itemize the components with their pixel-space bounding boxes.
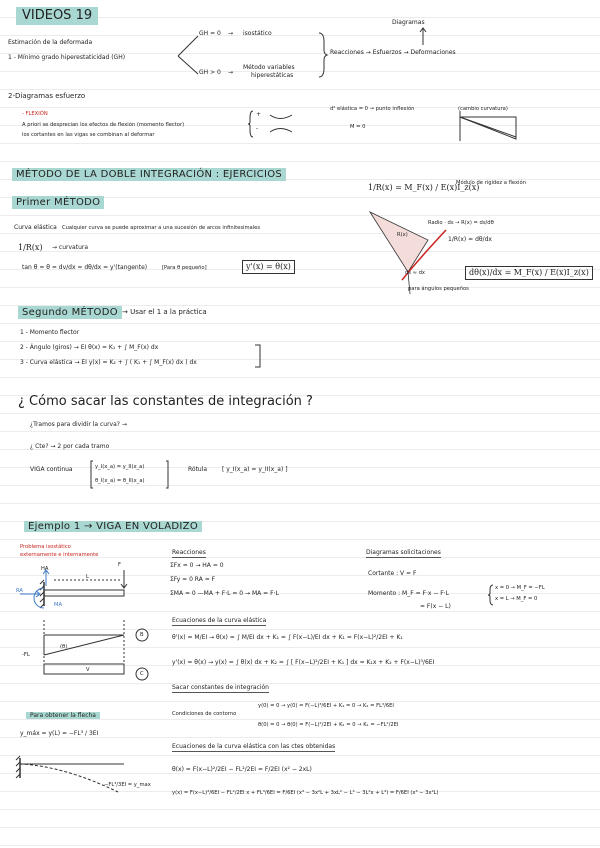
final-curvature-box: dθ(x)/dx = M_F(x) / E(x)I_z(x) (465, 266, 593, 280)
continuity-2: θ_I(x_a) = θ_II(x_a) (95, 478, 145, 484)
diagramas-top-label: Diagramas (392, 19, 425, 26)
minimo-label: 1 - Mínimo grado hiperestaticidad (GH) (8, 54, 126, 61)
momento-label-2: = F(x − L) (420, 603, 451, 610)
cantilever-diagram (14, 560, 154, 690)
momento-label: Momento : M_F = F·x − F·L (368, 590, 449, 597)
radio-label: Radio · ds → R(x) = ds/dθ (428, 220, 494, 226)
formula-top: 1/R(x) = M_F(x) / E(x)I_z(x) (368, 183, 480, 192)
curvature-eq: 1/R(x) = dθ/dx (448, 236, 492, 243)
hiperestaticas-label: hiperestáticas (251, 72, 294, 79)
modulo-rigidez-label: Módulo de rigidez a flexión (456, 180, 526, 186)
sacar-title: Sacar constantes de integración (172, 684, 269, 691)
step-bracket (254, 344, 262, 368)
cond-2: x = L → M_F = 0 (495, 596, 538, 602)
constantes-title: ¿ Cómo sacar las constantes de integración ? (18, 394, 313, 409)
force-label: F (118, 562, 121, 568)
para-pequeno-label: [Para θ pequeño] (162, 265, 207, 271)
v-label: V (86, 667, 90, 673)
problema-1: Problema isostático (20, 544, 71, 550)
step-1: 1 - Momento flector (20, 329, 80, 336)
primer-metodo-title: Primer MÉTODO (12, 196, 104, 209)
cc-1: y(0) = 0 → y(0) = F(−L)³/6EI + K₂ = 0 → K₂ = FL³/6EI (258, 703, 394, 709)
ds-label: ds ≈ dx (405, 270, 426, 276)
curva-desc: Cualquier curva se puede aproximar a una sucesión de arcos infinitesimales (62, 225, 261, 231)
circle-label-b: B (140, 632, 144, 638)
flecha-title (26, 712, 100, 720)
page-title: VIDEOS 19 (16, 7, 98, 25)
length-label: L (86, 574, 89, 580)
right-brace (318, 32, 326, 78)
theta-label: (θ) (60, 644, 68, 650)
pequenos-label: para ángulos pequeños (408, 286, 469, 292)
usar-label: → Usar el 1 a la práctica (122, 308, 207, 316)
final-theta: θ(x) = F(x−L)²/2EI − FL²/2EI = F/2EI (x² − 2xL) (172, 766, 312, 773)
cc-2: θ(0) = 0 → θ(0) = F(−L)²/2EI + K₁ = 0 → K₁ = −FL²/2EI (258, 722, 399, 728)
step-3: 3 - Curva elástica → EI y(x) = K₂ + ∫ ( K₁ + ∫ M_F(x) dx ) dx (20, 359, 197, 366)
final-y: y(x) = F(x−L)³/6EI − FL²/2EI x + FL³/6EI = F/6EI (x³ − 3x²L + 3xL² − L³ − 3L²x + L³) = F/6EI (x³ − 3x²L) (172, 790, 439, 796)
ha-label: HA (41, 566, 49, 572)
up-arrow (420, 27, 426, 47)
curvatura-arrow-label: → curvatura (52, 244, 89, 251)
ymax-eq: y_máx = y(L) = −FL³ / 3EI (20, 730, 99, 737)
metodo-variables-label: Método variables (243, 64, 295, 71)
step-2: 2 - Ángulo (giros) → EI θ(x) = K₁ + ∫ M_F(x) dx (20, 344, 159, 351)
diag-sol-title: Diagramas solicitaciones (366, 549, 441, 556)
notes-page: VIDEOS 19 Estimación de la deformada 1 - Mínimo grado hiperestaticidad (GH) GH = 0 → isostático GH > 0 → Método variables hiperestáticas Diagramas Reacciones → Esfuerzos → Deformaciones 2-Diagramas esfuerzo - FLEXIÓN A priori se desprecian los efectos de flexión (momento flector) los cortantes en las vigas se combinan al deformar + - d² elástica = 0 → punto inflexión (cambio curvatura) M = 0 MÉTODO DE LA DOBLE INTEGRACIÓN : EJERCICIOS Primer MÉTODO 1/R(x) = M_F(x) / E(x)I_z(x) Módulo de rigidez a flexión Curva elástica Cualquier curva se puede aproximar a una sucesión de arcos infinitesimales 1/R(x) → curvatura tan θ ≈ θ = dv/dx = dθ/dx = y'(tangente) [Para θ pequeño] y'(x) = θ(x) Radio · ds → R(x) = ds/dθ 1/R(x) = dθ/dx R(x) ds ≈ dx para ángulos pequeños dθ(x)/dx = M_F(x) / E(x)I_z(x) Segundo MÉTODO → Usar el 1 a la práctica 1 - Momento flector 2 - Ángulo (giros) → EI θ(x) = K₁ + ∫ M_F(x) dx 3 - Curva elástica → EI y(x) = K₂ + ∫ ( K₁ + ∫ M_F(x) dx ) dx ¿ Cómo sacar las constantes de integración ? ¿Tramos para dividir la curva? → ¿ Cte? → 2 por cada tramo VIGA continua y_I(x_a) = y_II(x_a) θ_I(x_a) = θ_II(x_a) Rótula [ y_I(x_a) = y_II(x_a) ] Ejemplo 1 → VIGA EN VOLADIZO Problema isostático externamente e internamente HA RA MA L F -FL (θ) V B C Reacciones ΣFx = 0 → HA = 0 ΣFy = 0 RA = F ΣMA = 0 —MA + F·L = 0 → MA = F·L Diagramas solicitaciones Cortante : V = F Momento : M_F = F·x − F·L = F(x − L) x = 0 → M_F = −FL x = L → M_F = 0 Ecuaciones de la curva elástica θ'(x) = M/EI → θ(x) = ∫ M/EI dx + K₁ = ∫ F(x−L)/EI dx + K₁ = F(x−L)²/2EI + K₁ y'(x) = θ(x) → y(x) = ∫ θ(x) dx + K₂ = ∫ [ F(x−L)²/2EI + K₁ ] dx = K₁x + K₂ + F(x−L)³/6EI Sacar constantes de integración Condiciones de contorno y(0) = 0 → y(0) = F(−L)³/6EI + K₂ = 0 → K₂ = FL³/6EI θ(0) = 0 → θ(0) = F(−L)²/2EI + K₁ = 0 → K₁ = −FL²/2EI Para obtener la flecha y_máx = y(L) = −FL³ / 3EI −FL³/3EI = y_max Ecuaciones de la curva elástica con las ctes obtenidas θ(x) = F(x−L)²/2EI − FL²/2EI = F/2EI (x² − 2xL) y(x) = F(x−L)³/6EI − FL²/2EI x + FL³/6EI = F/6EI (x³ − 3x²L + 3xL² − L³ − 3L²x + L³) = F/6EI (x³ − 3x²L) (0, 0, 600, 848)
reaccion-1: ΣFx = 0 → HA = 0 (170, 562, 224, 569)
flexion-text-1: A priori se desprecian los efectos de flexión (momento flector) (22, 122, 185, 128)
rotula-eq: [ y_I(x_a) = y_II(x_a) ] (222, 466, 288, 473)
ec-curva-title: Ecuaciones de la curva elástica (172, 617, 267, 624)
inflexion-diagram (460, 115, 520, 141)
reaccion-2: ΣFy = 0 RA = F (170, 576, 216, 583)
fl-label: -FL (22, 652, 30, 658)
flexion-label: - FLEXIÓN (22, 111, 48, 117)
ejemplo-title (24, 520, 202, 533)
gh0-label: GH = 0 (199, 30, 221, 37)
eq-y: y'(x) = θ(x) → y(x) = ∫ θ(x) dx + K₂ = ∫ [ F(x−L)²/2EI + K₁ ] dx = K₁x + K₂ + F(x−L)³/6EI (172, 659, 435, 666)
tan-equation: tan θ ≈ θ = dv/dx = dθ/dx = y'(tangente) (22, 264, 148, 271)
isostatico-label: isostático (243, 30, 272, 37)
m-zero-label: M = 0 (350, 124, 366, 130)
one-over-r: 1/R(x) (18, 243, 43, 252)
ma-label: MA (54, 602, 63, 608)
ymax-label: −FL³/3EI = y_max (104, 782, 151, 788)
flecha-title-text: Para obtener la flecha (26, 712, 100, 719)
metodo-title: MÉTODO DE LA DOBLE INTEGRACIÓN : EJERCICIOS (12, 168, 286, 181)
cond-brace (487, 584, 495, 606)
cond-contorno-label: Condiciones de contorno (172, 711, 237, 717)
curvature-sketch (368, 210, 448, 290)
rotula-label: Rótula (188, 466, 208, 473)
viga-continua-label: VIGA continua (30, 466, 73, 473)
chain-label: Reacciones → Esfuerzos → Deformaciones (330, 49, 456, 56)
reacciones-title: Reacciones (172, 549, 206, 556)
diagramas-title: 2-Diagramas esfuerzo (8, 92, 86, 100)
continuity-1: y_I(x_a) = y_II(x_a) (95, 464, 145, 470)
inflexion-label: d² elástica = 0 → punto inflexión (330, 106, 415, 112)
deflection-sketch (14, 750, 154, 800)
problema-2: externamente e internamente (20, 552, 99, 558)
estimacion-label: Estimación de la deformada (8, 39, 93, 46)
minus-sign: - (256, 125, 259, 132)
circle-label-c: C (140, 671, 144, 677)
reaccion-3: ΣMA = 0 —MA + F·L = 0 → MA = F·L (170, 590, 279, 597)
gh-mayor-label: GH > 0 (199, 69, 221, 76)
flexion-text-2: los cortantes en las vigas se combinan al deformar (22, 132, 155, 138)
segundo-metodo-title: Segundo MÉTODO (18, 306, 122, 319)
plus-sign: + (256, 111, 262, 118)
cond-1: x = 0 → M_F = −FL (495, 585, 545, 591)
ejemplo-title-text: Ejemplo 1 → VIGA EN VOLADIZO (24, 521, 202, 532)
yprime-box: y'(x) = θ(x) (242, 260, 295, 274)
ec-obtenidas-title: Ecuaciones de la curva elástica con las ctes obtenidas (172, 743, 336, 750)
rx-label: R(x) (397, 232, 408, 238)
question-1: ¿Tramos para dividir la curva? → (30, 421, 127, 428)
curva-elastica-label: Curva elástica (14, 224, 57, 231)
eq-theta: θ'(x) = M/EI → θ(x) = ∫ M/EI dx + K₁ = ∫ F(x−L)/EI dx + K₁ = F(x−L)²/2EI + K₁ (172, 634, 403, 641)
cortante-label: Cortante : V = F (368, 570, 417, 577)
curvatura-label: (cambio curvatura) (458, 106, 508, 112)
question-2: ¿ Cte? → 2 por cada tramo (30, 443, 110, 450)
ra-label: RA (16, 588, 23, 594)
